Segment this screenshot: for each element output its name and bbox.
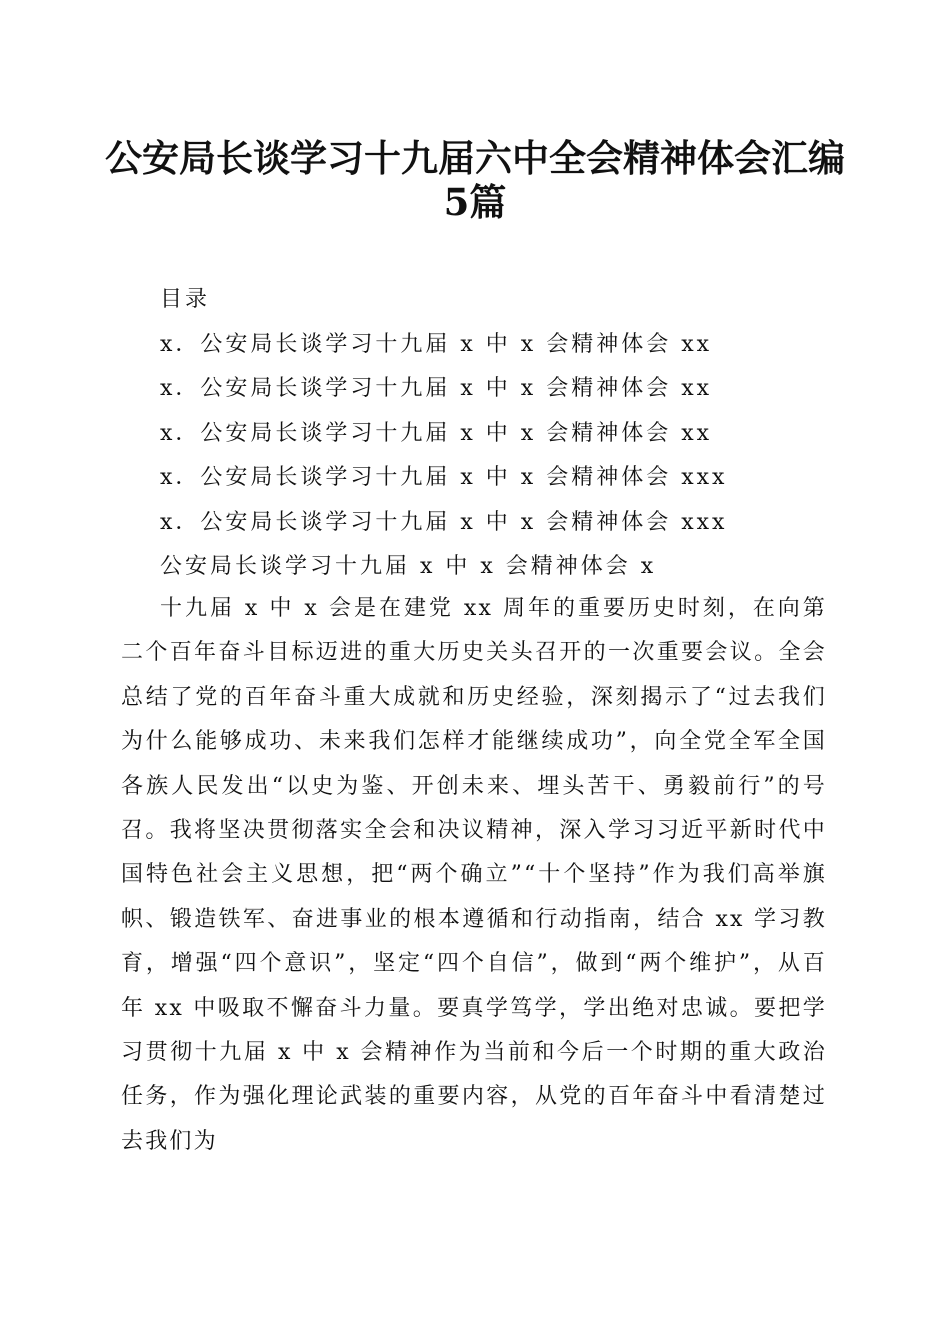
section-heading: 公安局长谈学习十九届 x 中 x 会精神体会 x <box>160 554 657 579</box>
title-line-1: 公安局长谈学习十九届六中全会精神体会汇编 <box>105 136 845 180</box>
body-paragraph: 十九届 x 中 x 会是在建党 xx 周年的重要历史时刻，在向第二个百年奋斗目标迈进的重大历史关头召开的一次重要会议。全会总结了党的百年奋斗重大成就和历史经验，深刻揭示了“过去我们为什么能够成功、未来我们怎样才能继续成功”，向全党全军全国各族人民发出“以史为鉴、开创未来、埋头苦干、勇毅前行”的号召。我将坚决贯彻落实全会和决议精神，深入学习习近平新时代中国特色社会主义思想，把“两个确立”“十个坚持”作为我们高举旗帜、锻造铁军、奋进事业的根本遵循和行动指南，结合 xx 学习教育，增强“四个意识”，坚定“四个自信”，做到“两个维护”，从百年 xx 中吸取不懈奋斗力量。要真学笃学，学出绝对忠诚。要把学习贯彻十九届 x 中 x 会精神作为当前和今后一个时期的重大政治任务，作为强化理论武装的重要内容，从党的百年奋斗中看清楚过去我们为 <box>121 596 827 1154</box>
title-line-2: 5篇 <box>443 180 507 224</box>
table-of-contents <box>160 278 860 590</box>
toc-item: x．公安局长谈学习十九届 x 中 x 会精神体会 xxx <box>160 465 728 490</box>
document-title <box>60 136 890 224</box>
toc-item: x．公安局长谈学习十九届 x 中 x 会精神体会 xx <box>160 420 713 446</box>
toc-item: x．公安局长谈学习十九届 x 中 x 会精神体会 xxx <box>160 509 728 535</box>
toc-item: x．公安局长谈学习十九届 x 中 x 会精神体会 xx <box>160 376 713 401</box>
toc-item: x．公安局长谈学习十九届 x 中 x 会精神体会 xx <box>160 331 713 357</box>
toc-heading: 目录 <box>160 287 211 312</box>
